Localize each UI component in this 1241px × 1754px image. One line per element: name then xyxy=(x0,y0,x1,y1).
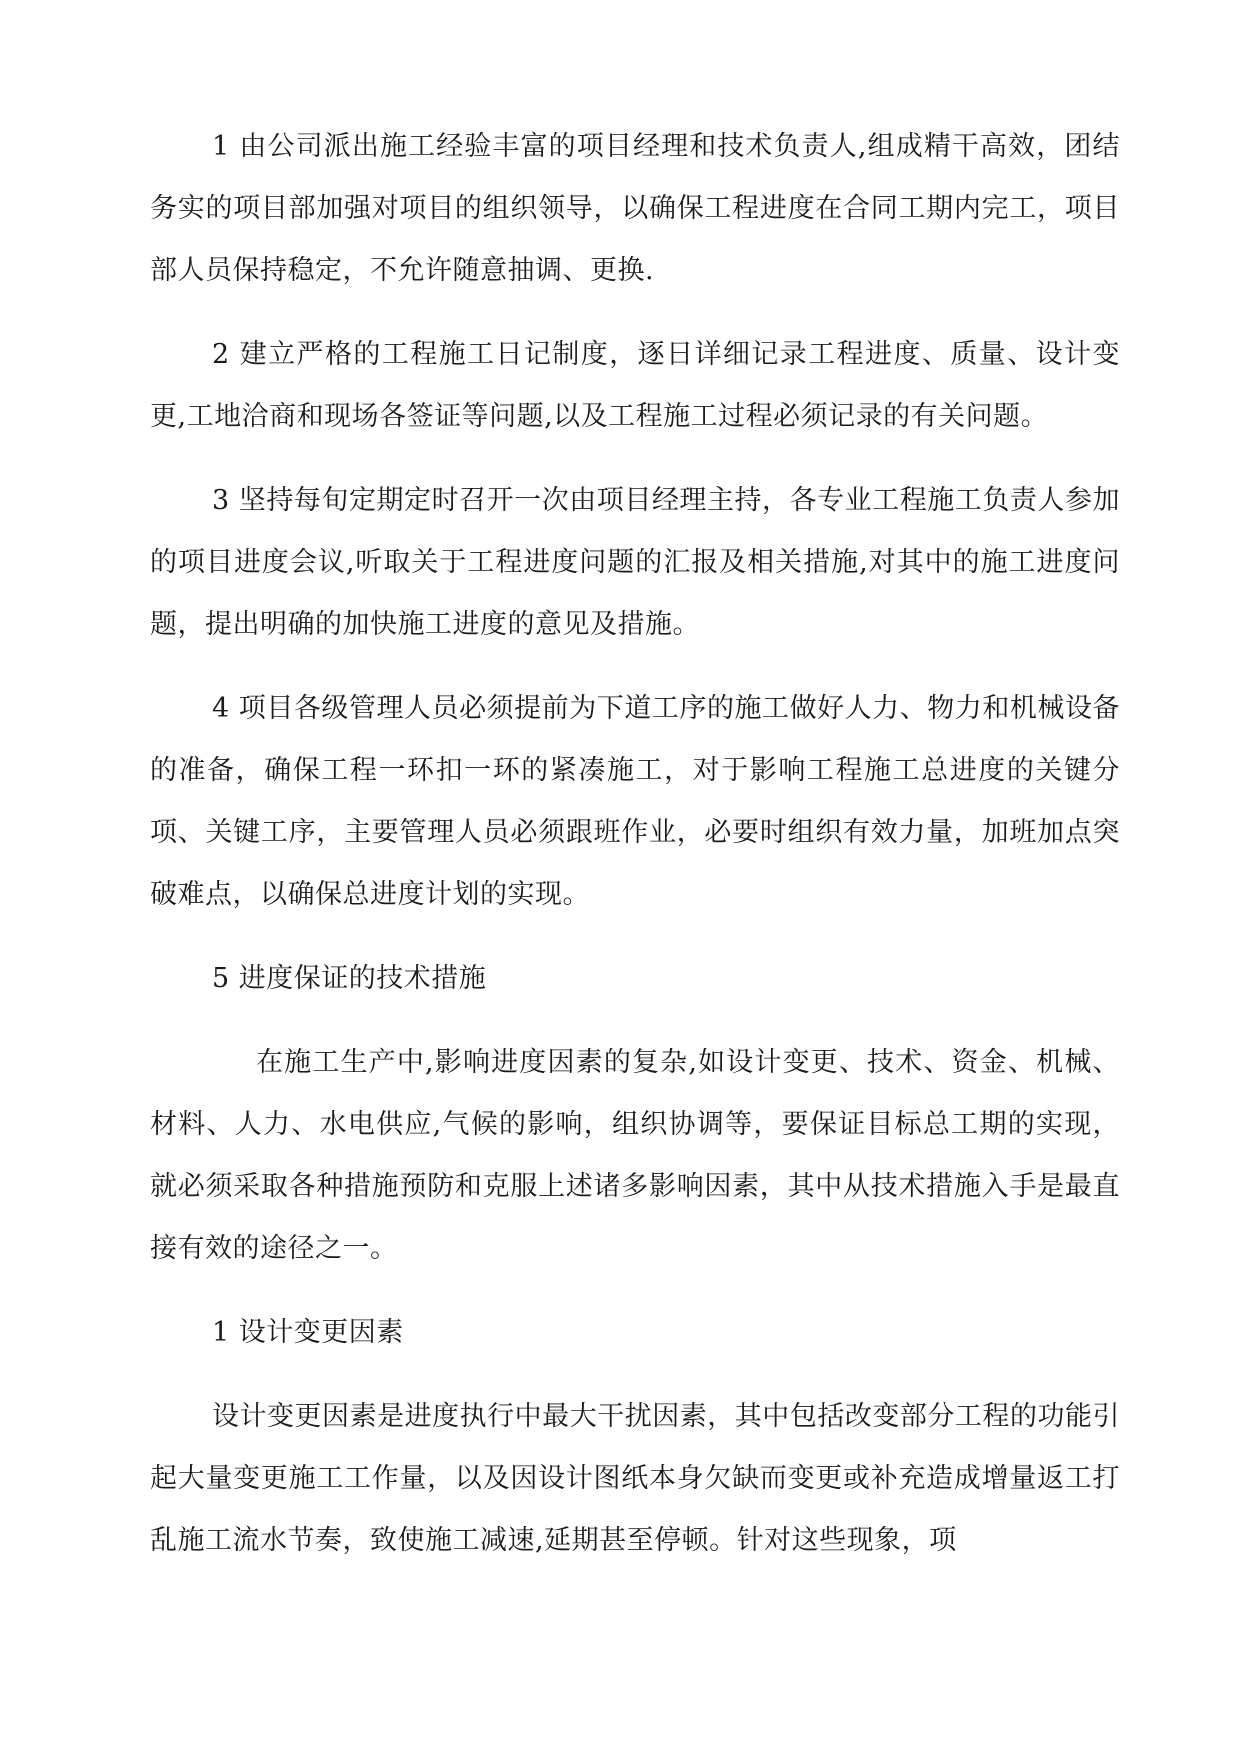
paragraph-6: 设计变更因素是进度执行中最大干扰因素，其中包括改变部分工程的功能引起大量变更施工工作量，以及因设计图纸本身欠缺而变更或补充造成增量返工打乱施工流水节奏，致使施工减速,延期甚至停顿。针对这些现象，项 xyxy=(150,1401,1120,1556)
section-heading-design-change: 1 设计变更因素 xyxy=(212,1317,404,1348)
paragraph-4: 4 项目各级管理人员必须提前为下道工序的施工做好人力、物力和机械设备的准备，确保工程一环扣一环的紧凑施工，对于影响工程施工总进度的关键分项、关键工序，主要管理人员必须跟班作业，必要时组织有效力量，加班加点突破难点，以确保总进度计划的实现。 xyxy=(150,693,1120,910)
paragraph-5: 在施工生产中,影响进度因素的复杂,如设计变更、技术、资金、机械、材料、人力、水电供应,气候的影响，组织协调等，要保证目标总工期的实现，就必须采取各种措施预防和克服上述诸多影响因素，其中从技术措施入手是最直接有效的途径之一。 xyxy=(150,1047,1120,1264)
section-heading-progress-tech: 5 进度保证的技术措施 xyxy=(212,963,487,994)
paragraph-2: 2 建立严格的工程施工日记制度，逐日详细记录工程进度、质量、设计变更,工地洽商和现场各签证等问题,以及工程施工过程必须记录的有关问题。 xyxy=(150,339,1120,432)
document-page xyxy=(150,116,1120,1594)
paragraph-3: 3 坚持每旬定期定时召开一次由项目经理主持，各专业工程施工负责人参加的项目进度会议,听取关于工程进度问题的汇报及相关措施,对其中的施工进度问题，提出明确的加快施工进度的意见及措施。 xyxy=(150,485,1120,640)
paragraph-1: 1 由公司派出施工经验丰富的项目经理和技术负责人,组成精干高效，团结务实的项目部加强对项目的组织领导，以确保工程进度在合同工期内完工，项目部人员保持稳定，不允许随意抽调、更换. xyxy=(150,131,1120,286)
